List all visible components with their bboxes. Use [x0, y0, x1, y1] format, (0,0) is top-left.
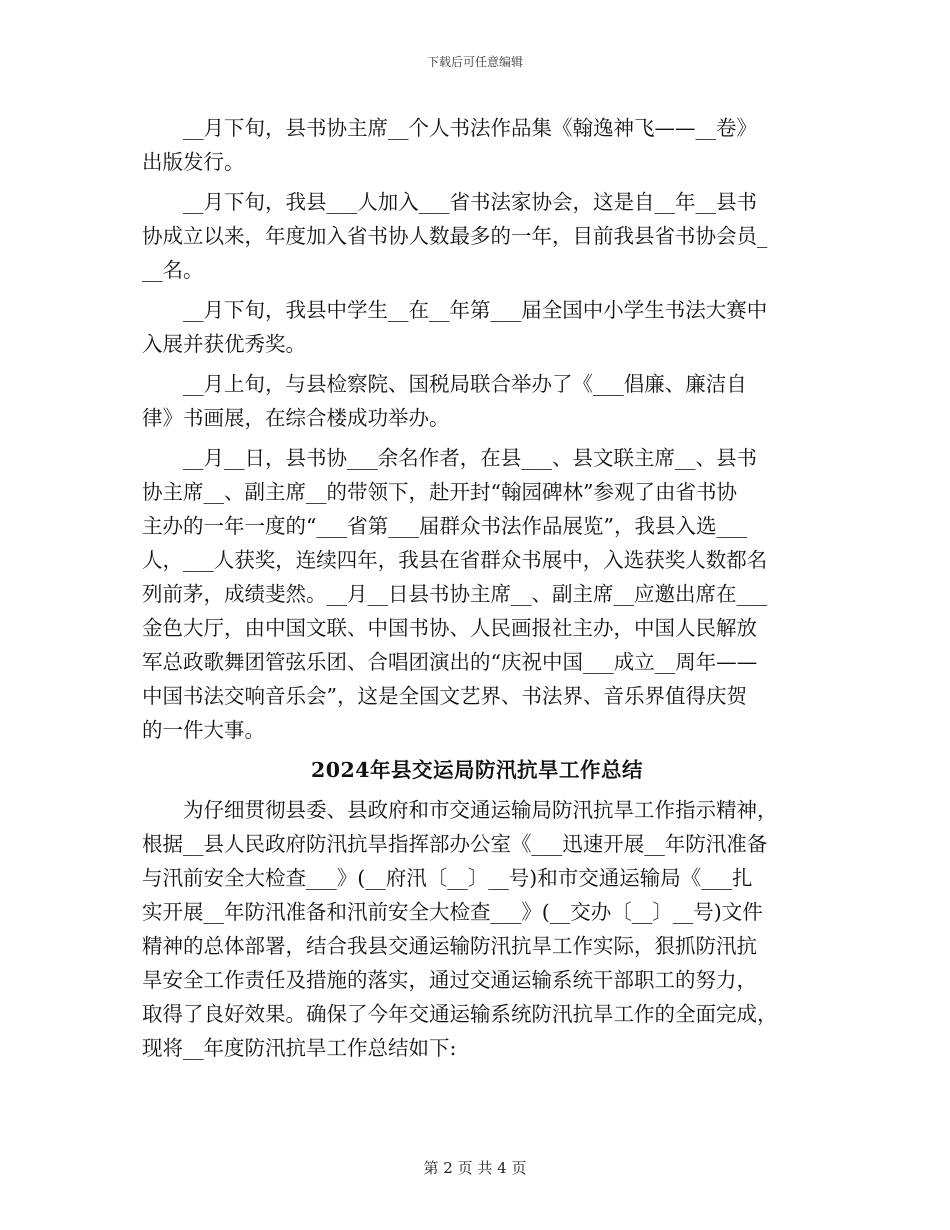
page-footer [0, 1157, 950, 1178]
text-line: 入展并获优秀奖。 [142, 332, 306, 356]
text-line: __名。 [142, 258, 204, 282]
paragraph [142, 111, 812, 179]
text-line: 主办的一年一度的“___省第___届群众书法作品展览”，我县入选___ [142, 514, 748, 538]
text-line: 人，___人获奖，连续四年，我县在省群众书展中，入选获奖人数都名 [142, 548, 768, 572]
text-line: 出版发行。 [142, 150, 245, 174]
text-line: __月下旬，县书协主席__个人书法作品集《翰逸神飞——__卷》 [183, 116, 757, 140]
paragraph [142, 441, 812, 747]
paragraph [142, 293, 812, 361]
text-line: 军总政歌舞团管弦乐团、合唱团演出的“庆祝中国___成立__周年—— [142, 650, 758, 674]
text-line: __月__日，县书协___余名作者，在县___、县文联主席__、县书 [183, 446, 757, 470]
text-line: 与汛前安全大检查___》(__府汛〔__〕__号)和市交通运输局《___扎 [142, 866, 753, 890]
text-line: 的一件大事。 [142, 718, 265, 742]
text-line: __月下旬，我县中学生__在__年第___届全国中小学生书法大赛中 [183, 298, 768, 322]
text-line: 中国书法交响音乐会”，这是全国文艺界、书法界、音乐界值得庆贺 [142, 684, 747, 708]
text-line: 现将__年度防汛抗旱工作总结如下: [142, 1036, 457, 1060]
page-header [0, 53, 950, 70]
text-line: 为仔细贯彻县委、县政府和市交通运输局防汛抗旱工作指示精神， [183, 798, 778, 822]
text-line: __月上旬，与县检察院、国税局联合举办了《___倡廉、廉洁自 [183, 372, 747, 396]
text-line: 协成立以来，年度加入省书协人数最多的一年，目前我县省书协会员_ [142, 224, 768, 248]
text-line: 金色大厅，由中国文联、中国书协、人民画报社主办，中国人民解放 [142, 616, 757, 640]
text-line: 列前茅，成绩斐然。__月__日县书协主席__、副主席__应邀出席在___ [142, 582, 768, 606]
text-line: 律》书画展，在综合楼成功举办。 [142, 406, 450, 430]
paragraph [142, 185, 812, 287]
document-body [142, 111, 812, 1071]
text-line: 取得了良好效果。确保了今年交通运输系统防汛抗旱工作的全面完成， [142, 1002, 778, 1026]
paragraph [142, 367, 812, 435]
header-text: 下载后可任意编辑 [426, 55, 523, 69]
text-line: 旱安全工作责任及措施的落实，通过交通运输系统干部职工的努力， [142, 968, 757, 992]
page-number: 第 2 页 共 4 页 [423, 1159, 527, 1177]
paragraph [142, 793, 812, 1065]
text-line: 精神的总体部署，结合我县交通运输防汛抗旱工作实际，狠抓防汛抗 [142, 934, 757, 958]
text-line: 实开展__年防汛准备和汛前安全大检查___》(__交办〔__〕__号)文件 [142, 900, 763, 924]
text-line: __月下旬，我县___人加入___省书法家协会，这是自__年__县书 [183, 190, 757, 214]
text-line: 根据__县人民政府防汛抗旱指挥部办公室《___迅速开展__年防汛准备 [142, 832, 768, 856]
document-title: 2024年县交运局防汛抗旱工作总结 [310, 758, 644, 782]
text-line: 协主席__、副主席__的带领下，赴开封“翰园碑林”参观了由省书协 [142, 480, 737, 504]
